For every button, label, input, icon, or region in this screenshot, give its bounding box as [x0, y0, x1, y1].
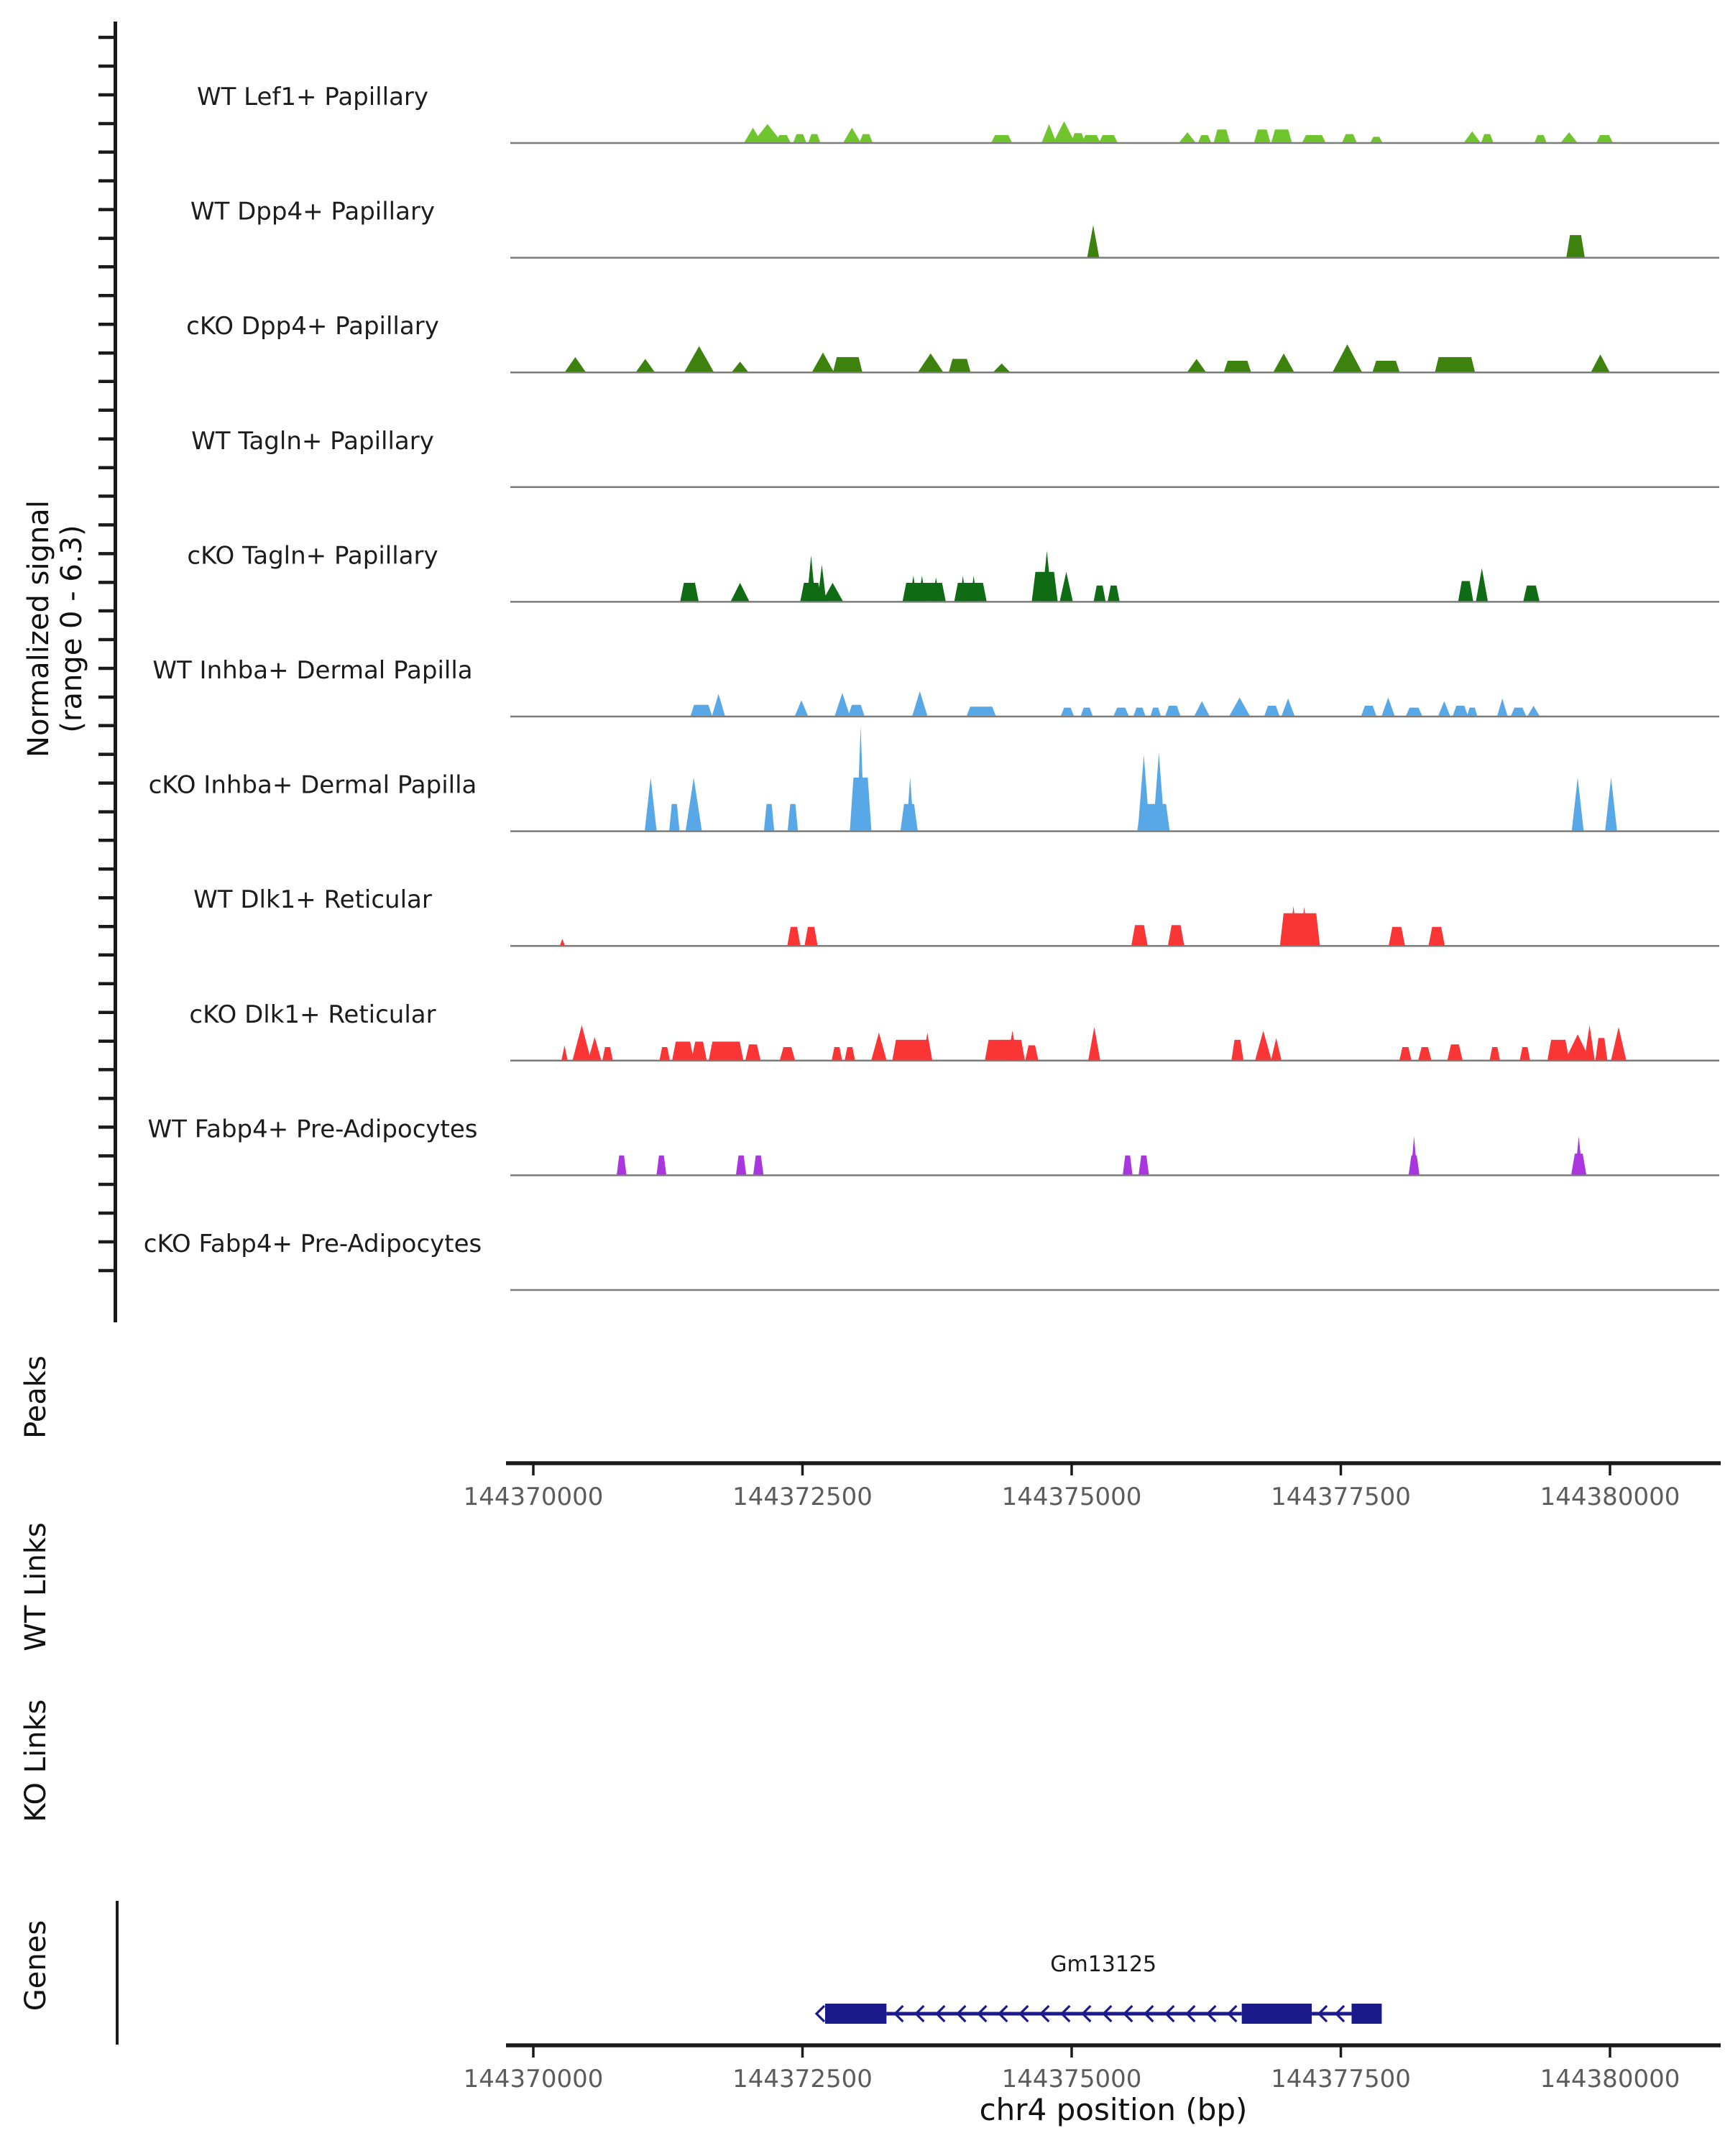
signal-peak: [1195, 701, 1210, 716]
signal-peak: [1523, 586, 1539, 602]
signal-peak: [680, 583, 698, 601]
x-tick-label: 144370000: [463, 2065, 604, 2093]
genes-x-axis: [464, 2045, 1721, 2093]
track-label: cKO Tagln+ Papillary: [187, 541, 438, 571]
coverage-track: [187, 541, 1719, 602]
peaks-x-axis: [464, 1463, 1721, 1511]
signal-peak: [817, 565, 826, 602]
signal-peak: [1406, 708, 1422, 716]
signal-peak: [709, 1041, 743, 1059]
signal-peak: [1082, 135, 1100, 142]
signal-peak: [1280, 913, 1320, 945]
signal-peak: [806, 556, 815, 602]
track-label: WT Fabp4+ Pre-Adipocytes: [147, 1115, 478, 1144]
signal-peak: [809, 134, 820, 142]
coverage-tracks: [144, 83, 1719, 1290]
signal-peak: [812, 353, 834, 372]
signal-peak: [1476, 568, 1487, 602]
signal-peak: [691, 1041, 707, 1059]
coverage-track: [190, 198, 1719, 258]
signal-peak: [1113, 708, 1128, 716]
signal-peak: [636, 359, 654, 372]
track-label: WT Tagln+ Papillary: [191, 426, 434, 456]
signal-peak: [561, 1045, 567, 1059]
signal-peak: [672, 1041, 694, 1059]
signal-peak: [1373, 361, 1399, 372]
x-tick-label: 144372500: [732, 2065, 873, 2093]
signal-peak: [1448, 1044, 1463, 1060]
signal-peak: [788, 804, 798, 831]
signal-peak: [686, 778, 702, 831]
signal-peak: [832, 1047, 842, 1060]
signal-peak: [1151, 708, 1161, 716]
signal-peak: [560, 939, 565, 945]
coverage-track: [197, 83, 1719, 143]
y-axis-label-line1: Normalized signal: [22, 500, 55, 757]
signal-peak: [860, 134, 873, 142]
signal-peak: [657, 1156, 666, 1175]
coverage-track: [148, 1115, 1719, 1175]
coverage-track: [186, 312, 1719, 372]
signal-peak: [753, 1156, 763, 1175]
signal-peak: [848, 705, 864, 716]
coverage-track: [191, 427, 1719, 487]
signal-peak: [1179, 132, 1195, 142]
signal-peak: [1254, 129, 1270, 142]
signal-peak: [1274, 354, 1294, 372]
signal-peak: [1214, 129, 1230, 142]
signal-peak: [912, 691, 927, 716]
signal-peak: [1060, 572, 1073, 602]
signal-peak: [602, 1047, 612, 1060]
signal-peak: [1342, 134, 1356, 142]
signal-peak: [1061, 708, 1074, 716]
signal-peak: [660, 1047, 670, 1060]
signal-peak: [1481, 134, 1493, 142]
gene-exon: [825, 2004, 886, 2024]
coverage-track: [193, 885, 1719, 946]
signal-peak: [804, 927, 817, 945]
gene-name-label: Gm13125: [1050, 1952, 1157, 1977]
track-label: cKO Inhba+ Dermal Papilla: [148, 770, 477, 800]
signal-peak: [573, 1026, 591, 1060]
signal-peak: [1108, 586, 1119, 602]
track-label: cKO Fabp4+ Pre-Adipocytes: [143, 1230, 482, 1258]
signal-peak: [1584, 1026, 1594, 1060]
coverage-track: [152, 656, 1719, 717]
signal-peak: [1458, 581, 1473, 601]
signal-peak: [764, 804, 774, 831]
x-tick-label: 144380000: [1540, 2065, 1680, 2093]
signal-peak: [834, 693, 850, 716]
signal-peak: [1026, 1045, 1039, 1059]
signal-peak: [1381, 698, 1394, 716]
signal-peak: [691, 705, 712, 716]
signal-peak: [949, 359, 970, 372]
signal-peak: [1435, 357, 1475, 372]
track-label: WT Dpp4+ Papillary: [190, 197, 436, 226]
signal-peak: [1271, 1038, 1282, 1059]
signal-peak: [1282, 699, 1294, 716]
signal-peak: [1399, 1047, 1411, 1060]
signal-peak: [1131, 925, 1147, 945]
signal-peak: [684, 346, 713, 372]
signal-peak: [1497, 699, 1507, 716]
track-label: WT Inhba+ Dermal Papilla: [152, 656, 473, 685]
signal-peak: [731, 583, 749, 601]
x-tick-label: 144377500: [1271, 1483, 1411, 1511]
signal-peak: [1255, 1031, 1271, 1060]
strand-arrow-icon: [816, 2006, 824, 2022]
track-label: WT Dlk1+ Reticular: [193, 885, 432, 915]
coverage-track: [144, 1230, 1719, 1290]
x-tick-label: 144377500: [1271, 2065, 1411, 2093]
signal-peak: [1611, 1027, 1626, 1060]
signal-peak: [1264, 706, 1279, 716]
signal-peak: [736, 1156, 746, 1175]
section-label-genes: Genes: [19, 1920, 52, 2012]
coverage-track: [149, 727, 1719, 831]
signal-peak: [1302, 135, 1325, 142]
gene-annotation: [117, 1901, 1381, 2045]
signal-peak: [645, 778, 656, 831]
signal-peak: [1566, 235, 1584, 257]
signal-peak: [1467, 708, 1477, 716]
signal-peak: [617, 1156, 626, 1175]
section-label-wt-links: WT Links: [19, 1522, 52, 1651]
signal-peak: [1088, 1027, 1100, 1060]
section-label-ko-links: KO Links: [19, 1699, 52, 1823]
signal-peak: [1224, 361, 1251, 372]
section-label-peaks: Peaks: [19, 1355, 52, 1439]
signal-peak: [1087, 225, 1099, 257]
signal-peak: [780, 1047, 795, 1060]
signal-peak: [1138, 1156, 1149, 1175]
x-tick-label: 144380000: [1540, 1483, 1680, 1511]
signal-peak: [1168, 925, 1184, 945]
signal-peak: [788, 927, 801, 945]
signal-peak: [1490, 1047, 1500, 1060]
y-axis-label-line2: (range 0 - 6.3): [55, 525, 88, 733]
gene-model: [816, 1952, 1381, 2024]
signal-peak: [795, 700, 808, 716]
signal-peak: [1137, 804, 1169, 831]
signal-peak: [1094, 586, 1105, 602]
signal-peak: [1165, 706, 1180, 716]
signal-peak: [1520, 1047, 1530, 1060]
signal-peak: [1527, 706, 1539, 716]
track-label: WT Lef1+ Papillary: [196, 83, 429, 111]
signal-peak: [1547, 1040, 1569, 1060]
signal-peak: [1429, 927, 1445, 945]
signal-peak: [732, 361, 748, 372]
signal-peak: [1054, 121, 1075, 142]
signal-peak: [669, 804, 679, 831]
signal-peak: [776, 135, 790, 142]
signal-peak: [954, 583, 987, 601]
signal-peak: [843, 128, 860, 142]
signal-peak: [1511, 708, 1526, 716]
signal-peak: [991, 135, 1011, 142]
signal-peak: [1133, 708, 1145, 716]
signal-y-axis: [98, 22, 116, 1322]
signal-peak: [1535, 135, 1546, 142]
track-label: cKO Dlk1+ Reticular: [189, 1000, 436, 1029]
signal-peak: [833, 357, 862, 372]
coverage-track: [189, 1000, 1719, 1061]
x-tick-label: 144375000: [1001, 2065, 1142, 2093]
signal-peak: [1464, 132, 1480, 142]
signal-peak: [1123, 1156, 1132, 1175]
signal-peak: [745, 1044, 760, 1060]
gene-exon: [1242, 2004, 1312, 2024]
signal-peak: [565, 357, 585, 372]
x-tick-label: 144375000: [1001, 1483, 1142, 1511]
signal-peak: [1041, 124, 1056, 142]
signal-peak: [967, 706, 995, 716]
signal-peak: [1371, 137, 1382, 142]
signal-peak: [993, 364, 1009, 372]
signal-peak: [1438, 701, 1450, 716]
signal-peak: [1198, 135, 1211, 142]
x-tick-label: 144372500: [732, 1483, 873, 1511]
signal-peak: [1229, 698, 1249, 716]
signal-peak: [1099, 135, 1117, 142]
signal-peak: [871, 1033, 886, 1060]
track-label: cKO Dpp4+ Papillary: [186, 312, 439, 341]
gene-exon: [1351, 2004, 1381, 2024]
signal-peak: [1453, 706, 1468, 716]
signal-peak: [1231, 1040, 1243, 1060]
signal-peak: [1561, 132, 1577, 142]
signal-peak: [1361, 706, 1376, 716]
signal-peak: [1591, 354, 1609, 372]
x-axis-title: chr4 position (bp): [979, 2092, 1248, 2127]
signal-peak: [985, 1040, 1024, 1060]
signal-peak: [822, 583, 842, 601]
signal-peak: [919, 354, 943, 372]
signal-peak: [1081, 708, 1092, 716]
signal-peak: [845, 1047, 855, 1060]
signal-peak: [1605, 778, 1616, 831]
signal-peak: [588, 1037, 601, 1060]
signal-peak: [1572, 778, 1583, 831]
x-tick-label: 144370000: [463, 1483, 604, 1511]
signal-peak: [1596, 135, 1612, 142]
signal-peak: [1389, 927, 1404, 945]
signal-peak: [712, 694, 725, 716]
signal-peak: [1333, 344, 1361, 372]
signal-peak: [1271, 129, 1292, 142]
signal-peak: [1596, 1038, 1607, 1059]
signal-peak: [1187, 359, 1205, 372]
signal-peak: [794, 134, 806, 142]
signal-peak: [1418, 1047, 1431, 1060]
